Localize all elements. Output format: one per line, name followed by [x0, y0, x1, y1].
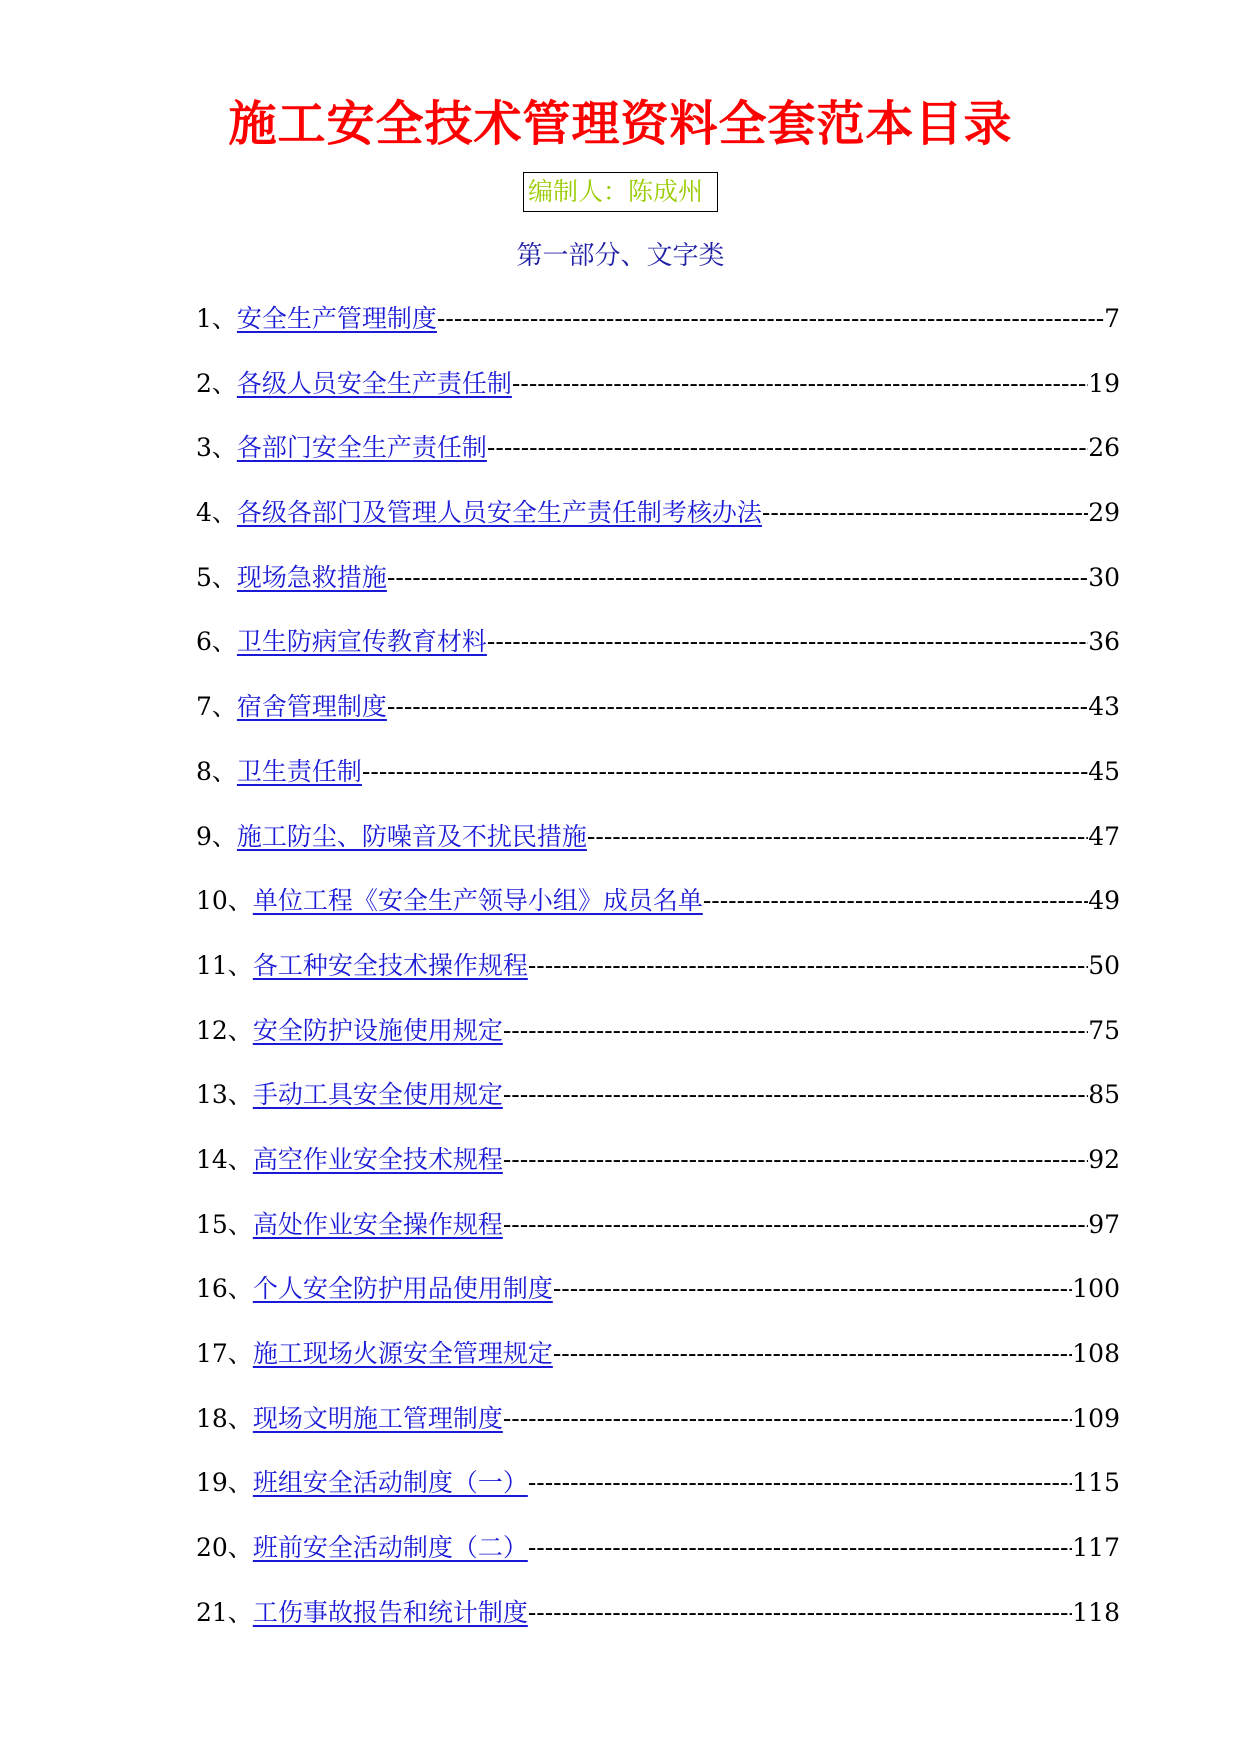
toc-item-link[interactable]: 卫生责任制: [236, 756, 362, 786]
toc-item-link[interactable]: 高处作业安全操作规程: [252, 1209, 503, 1239]
toc-item-page: 85: [1088, 1080, 1120, 1110]
toc-dot-leader: [553, 1272, 1072, 1306]
author-box-wrapper: [0, 172, 1241, 212]
toc-item-link[interactable]: 各级人员安全生产责任制: [236, 368, 512, 398]
toc-item-page: 36: [1088, 627, 1120, 657]
toc-dot-leader: [487, 431, 1088, 465]
toc-row: [196, 884, 1120, 949]
toc-row: [196, 431, 1120, 496]
toc-item-link[interactable]: 班组安全活动制度（一）: [252, 1468, 528, 1498]
toc-row: [196, 1337, 1120, 1402]
toc-row: [196, 561, 1120, 626]
toc-item-link[interactable]: 手动工具安全使用规定: [252, 1080, 503, 1110]
toc-item-page: 92: [1088, 1144, 1120, 1174]
toc-item-number: 1、: [196, 304, 237, 333]
toc-item-number: 12、: [196, 1015, 253, 1045]
toc-item-page: 50: [1088, 950, 1120, 980]
toc-item-page: 26: [1088, 433, 1120, 463]
toc-dot-leader: [703, 884, 1088, 918]
toc-item-number: 6、: [196, 627, 237, 657]
toc-item-link[interactable]: 班前安全活动制度（二）: [252, 1533, 528, 1563]
section-heading: 第一部分、文字类: [516, 241, 725, 271]
toc-item-page: 45: [1088, 756, 1120, 786]
toc-item-link[interactable]: 工伤事故报告和统计制度: [252, 1597, 528, 1627]
toc-item-link[interactable]: 各部门安全生产责任制: [236, 433, 487, 463]
toc-item-page: 29: [1088, 498, 1120, 528]
toc-row: [196, 302, 1120, 367]
toc-dot-leader: [487, 625, 1088, 659]
toc-item-number: 2、: [196, 368, 237, 398]
toc-item-page: 100: [1072, 1274, 1120, 1304]
toc-item-number: 20、: [196, 1533, 253, 1563]
toc-dot-leader: [528, 1531, 1072, 1565]
toc-dot-leader: [587, 820, 1088, 854]
toc-item-number: 3、: [196, 433, 237, 463]
toc-item-link[interactable]: 单位工程《安全生产领导小组》成员名单: [252, 886, 703, 916]
toc-item-link[interactable]: 高空作业安全技术规程: [252, 1144, 503, 1174]
toc-row: [196, 1272, 1120, 1337]
toc-item-page: 7: [1104, 304, 1120, 333]
toc-item-number: 15、: [196, 1209, 253, 1239]
toc-item-number: 18、: [196, 1403, 253, 1433]
toc-dot-leader: [503, 1208, 1088, 1242]
toc-item-number: 5、: [196, 562, 237, 592]
toc-dot-leader: [362, 755, 1088, 789]
toc-item-number: 10、: [196, 886, 253, 916]
author-label: 编制人：陈成州: [523, 172, 718, 212]
toc-row: [196, 1014, 1120, 1079]
toc-item-link[interactable]: 个人安全防护用品使用制度: [252, 1274, 553, 1304]
toc-item-number: 21、: [196, 1597, 253, 1627]
toc-row: [196, 367, 1120, 432]
toc-item-link[interactable]: 现场文明施工管理制度: [252, 1403, 503, 1433]
toc-item-link[interactable]: 卫生防病宣传教育材料: [236, 627, 487, 657]
toc-row: [196, 1531, 1120, 1596]
toc-row: [196, 1466, 1120, 1531]
toc-row: [196, 625, 1120, 690]
toc-dot-leader: [503, 1014, 1088, 1048]
toc-item-link[interactable]: 各级各部门及管理人员安全生产责任制考核办法: [236, 498, 762, 528]
toc-item-number: 13、: [196, 1080, 253, 1110]
table-of-contents: [196, 302, 1120, 1660]
toc-item-number: 8、: [196, 756, 237, 786]
toc-row: [196, 1402, 1120, 1467]
toc-dot-leader: [387, 690, 1088, 724]
toc-item-number: 11、: [196, 950, 253, 980]
toc-row: [196, 1078, 1120, 1143]
toc-item-page: 108: [1072, 1339, 1120, 1368]
toc-item-page: 49: [1088, 886, 1120, 916]
toc-item-link[interactable]: 安全生产管理制度: [236, 304, 437, 333]
toc-item-link[interactable]: 现场急救措施: [236, 562, 387, 592]
toc-item-number: 17、: [196, 1339, 253, 1368]
toc-item-link[interactable]: 施工防尘、防噪音及不扰民措施: [236, 821, 587, 851]
toc-dot-leader: [528, 1596, 1072, 1630]
page-title: 施工安全技术管理资料全套范本目录: [228, 96, 1013, 152]
toc-item-page: 43: [1088, 692, 1120, 722]
toc-dot-leader: [387, 561, 1088, 595]
toc-item-number: 9、: [196, 821, 237, 851]
toc-dot-leader: [437, 302, 1104, 336]
toc-item-number: 14、: [196, 1144, 253, 1174]
toc-item-page: 75: [1088, 1015, 1120, 1045]
toc-item-number: 7、: [196, 692, 237, 722]
toc-dot-leader: [762, 496, 1088, 530]
toc-row: [196, 1596, 1120, 1661]
toc-row: [196, 1143, 1120, 1208]
toc-dot-leader: [503, 1078, 1088, 1112]
toc-item-page: 118: [1072, 1597, 1120, 1627]
toc-item-link[interactable]: 安全防护设施使用规定: [252, 1015, 503, 1045]
toc-dot-leader: [553, 1337, 1072, 1371]
toc-item-page: 117: [1072, 1533, 1120, 1563]
toc-item-number: 19、: [196, 1468, 253, 1498]
toc-row: [196, 949, 1120, 1014]
toc-dot-leader: [528, 949, 1088, 983]
toc-item-number: 4、: [196, 498, 237, 528]
toc-row: [196, 755, 1120, 820]
toc-item-link[interactable]: 宿舍管理制度: [236, 692, 387, 722]
toc-dot-leader: [512, 367, 1088, 401]
toc-row: [196, 820, 1120, 885]
toc-item-page: 19: [1088, 368, 1120, 398]
toc-dot-leader: [503, 1143, 1088, 1177]
toc-dot-leader: [503, 1402, 1072, 1436]
toc-item-page: 97: [1088, 1209, 1120, 1239]
toc-item-page: 115: [1072, 1468, 1120, 1498]
toc-item-link[interactable]: 各工种安全技术操作规程: [252, 950, 528, 980]
toc-row: [196, 496, 1120, 561]
toc-item-link[interactable]: 施工现场火源安全管理规定: [252, 1339, 553, 1368]
toc-dot-leader: [528, 1466, 1072, 1500]
toc-item-page: 30: [1088, 562, 1120, 592]
toc-row: [196, 690, 1120, 755]
toc-item-page: 109: [1072, 1403, 1120, 1433]
toc-row: [196, 1208, 1120, 1273]
toc-item-page: 47: [1088, 821, 1120, 851]
toc-item-number: 16、: [196, 1274, 253, 1304]
